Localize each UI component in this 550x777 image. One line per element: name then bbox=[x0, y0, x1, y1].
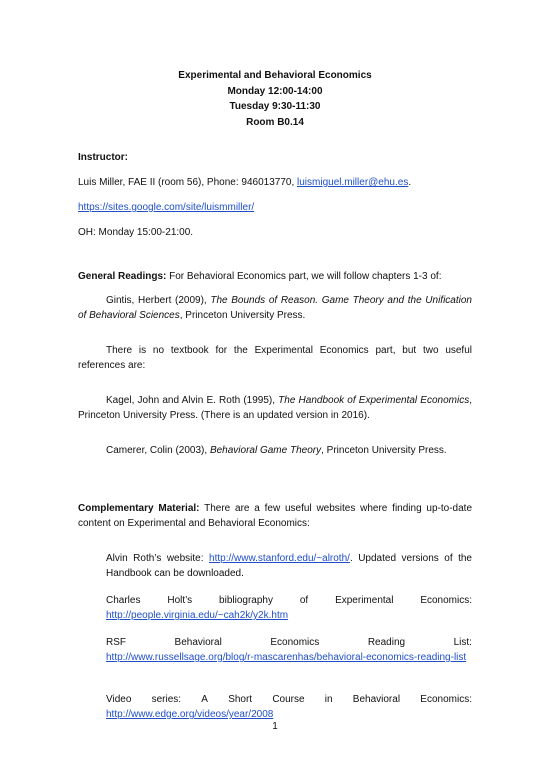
list-item-video bbox=[106, 692, 472, 722]
page-number: 1 bbox=[272, 721, 278, 732]
edge-videos-link[interactable]: http://www.edge.org/videos/year/2008 bbox=[106, 709, 274, 720]
reference-kagel-roth: Kagel, John and Alvin E. Roth (1995), The Handbook of Experimental Economics, Princeton University Press. (There is an updated version in 2016). bbox=[78, 395, 472, 421]
instructor-website bbox=[78, 200, 472, 215]
video-words: Video series: A Short Course in Behavioral Economics: bbox=[106, 694, 472, 705]
course-header bbox=[0, 68, 550, 130]
list-item-holt bbox=[106, 593, 472, 623]
complementary-heading: Complementary Material: bbox=[78, 503, 200, 514]
office-hours: OH: Monday 15:00-21:00. bbox=[78, 227, 194, 238]
textbook-note: There is no textbook for the Experimental Economics part, but two useful references are: bbox=[78, 345, 472, 371]
instructor-email-link[interactable]: luismiguel.miller@ehu.es bbox=[297, 177, 409, 188]
reference-gintis: Gintis, Herbert (2009), The Bounds of Reason. Game Theory and the Unification of Behavioral Sciences, Princeton University Press. bbox=[78, 295, 472, 321]
rsf-words: RSF Behavioral Economics Reading List: bbox=[106, 637, 472, 648]
schedule-monday: Monday 12:00-14:00 bbox=[227, 85, 323, 97]
instructor-heading: Instructor: bbox=[78, 152, 128, 163]
list-item-roth: Alvin Roth’s website: http://www.stanford.edu/~alroth/. Updated versions of the Handbook can be downloaded. bbox=[106, 553, 472, 579]
reference-camerer: Camerer, Colin (2003), Behavioral Game Theory, Princeton University Press. bbox=[106, 445, 447, 456]
holt-words: Charles Holt’s bibliography of Experimental Economics: bbox=[106, 595, 472, 606]
rsf-reading-list-link[interactable]: http://www.russellsage.org/blog/r-mascarenhas/behavioral-economics-reading-list bbox=[106, 652, 467, 663]
roth-website-link[interactable]: http://www.stanford.edu/~alroth/ bbox=[209, 553, 350, 564]
holt-bibliography-link[interactable]: http://people.virginia.edu/~cah2k/y2k.htm bbox=[106, 610, 289, 621]
list-item-rsf bbox=[106, 635, 472, 665]
readings-heading: General Readings: bbox=[78, 271, 167, 282]
course-title: Experimental and Behavioral Economics bbox=[178, 70, 372, 81]
schedule-tuesday: Tuesday 9:30-11:30 bbox=[229, 101, 321, 112]
instructor-website-link[interactable]: https://sites.google.com/site/luismmiller/ bbox=[78, 202, 255, 213]
room: Room B0.14 bbox=[246, 116, 304, 128]
instructor-info: Luis Miller, FAE II (room 56), Phone: 946013770, luismiguel.miller@ehu.es. bbox=[78, 177, 412, 188]
readings-intro: General Readings: For Behavioral Economics part, we will follow chapters 1-3 of: bbox=[78, 271, 442, 282]
complementary-intro: Complementary Material: There are a few useful websites where finding up-to-date content on Experimental and Behavioral Economics: bbox=[78, 503, 473, 529]
